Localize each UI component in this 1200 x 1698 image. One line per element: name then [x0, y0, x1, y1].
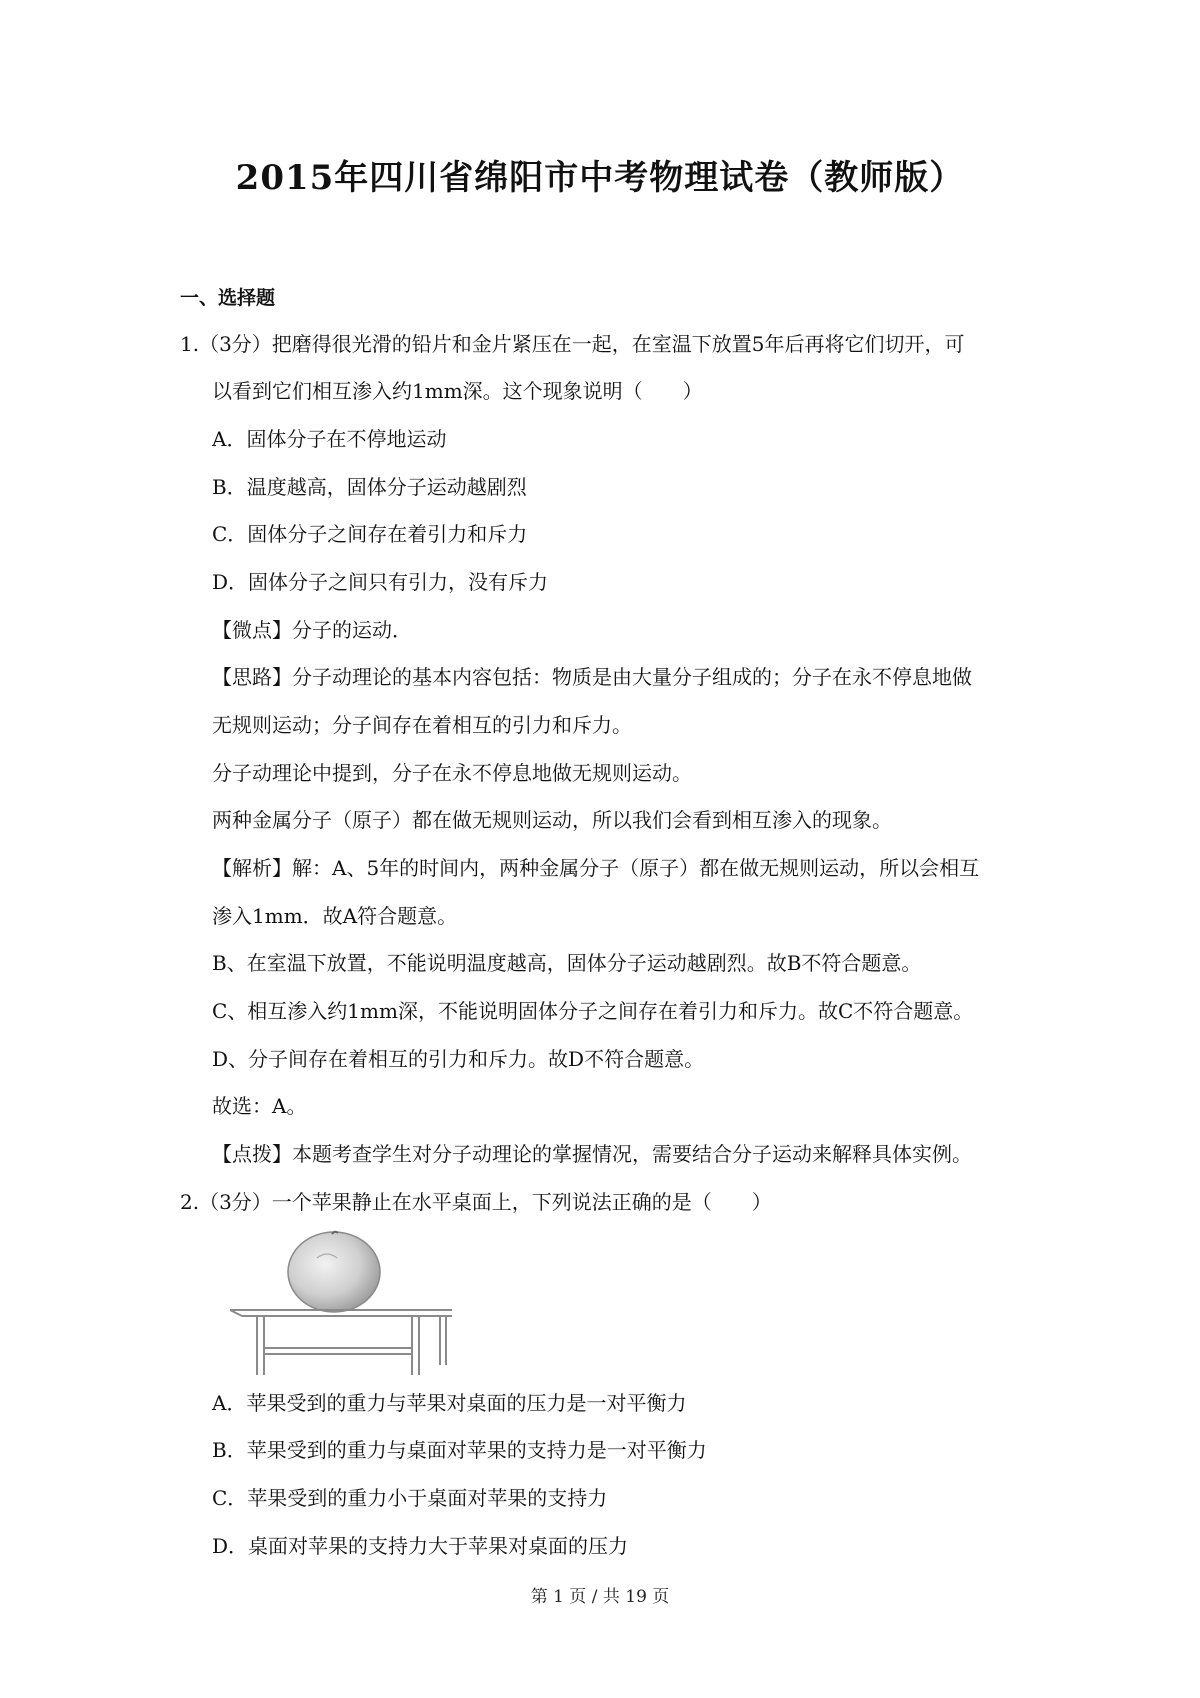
page-footer: 第 1 页 / 共 19 页	[530, 1587, 670, 1607]
q1-jiexi-line5: D、分子间存在着相互的引力和斥力。故D不符合题意。	[212, 1047, 705, 1071]
table-drawing	[230, 1310, 452, 1375]
apple-on-table-figure	[212, 1230, 462, 1380]
q1-option-d: D．固体分子之间只有引力，没有斥力	[212, 570, 549, 594]
q2-option-c: C．苹果受到的重力小于桌面对苹果的支持力	[212, 1486, 608, 1510]
q1-dianbo: 【点拨】本题考查学生对分子动理论的掌握情况，需要结合分子运动来解释具体实例。	[212, 1142, 972, 1166]
q1-stem-line1: 1.（3分）把磨得很光滑的铅片和金片紧压在一起，在室温下放置5年后再将它们切开，可	[180, 332, 965, 356]
section-heading: 一、选择题	[180, 287, 276, 309]
q1-option-b: B．温度越高，固体分子运动越剧烈	[212, 475, 527, 499]
q1-jiexi-line4: C、相互渗入约1mm深，不能说明固体分子之间存在着引力和斥力。故C不符合题意。	[212, 999, 974, 1023]
q1-silu-line4: 两种金属分子（原子）都在做无规则运动，所以我们会看到相互渗入的现象。	[212, 808, 892, 832]
q2-stem: 2.（3分）一个苹果静止在水平桌面上，下列说法正确的是（ ）	[180, 1190, 772, 1214]
q1-weidian: 【微点】分子的运动．	[212, 618, 412, 642]
q1-stem-line2: 以看到它们相互渗入约1mm深。这个现象说明（ ）	[212, 379, 703, 403]
q1-answer: 故选：A。	[212, 1094, 307, 1118]
q1-jiexi-line3: B、在室温下放置，不能说明温度越高，固体分子运动越剧烈。故B不符合题意。	[212, 951, 922, 975]
q2-option-d: D．桌面对苹果的支持力大于苹果对桌面的压力	[212, 1534, 629, 1558]
apple-drawing	[288, 1232, 380, 1312]
q1-option-a: A．固体分子在不停地运动	[212, 427, 447, 451]
page-title: 2015年四川省绵阳市中考物理试卷（教师版）	[235, 158, 965, 198]
q1-silu-line2: 无规则运动；分子间存在着相互的引力和斥力。	[212, 713, 632, 737]
q2-option-a: A．苹果受到的重力与苹果对桌面的压力是一对平衡力	[212, 1391, 687, 1415]
q1-silu-line1: 【思路】分子动理论的基本内容包括：物质是由大量分子组成的；分子在永不停息地做	[212, 665, 972, 689]
q1-jiexi-line2: 渗入1mm．故A符合题意。	[212, 904, 458, 928]
q1-option-c: C．固体分子之间存在着引力和斥力	[212, 522, 528, 546]
q1-silu-line3: 分子动理论中提到，分子在永不停息地做无规则运动。	[212, 761, 692, 785]
q2-option-b: B．苹果受到的重力与桌面对苹果的支持力是一对平衡力	[212, 1438, 707, 1462]
q1-jiexi-line1: 【解析】解：A、5年的时间内，两种金属分子（原子）都在做无规则运动，所以会相互	[212, 856, 980, 880]
